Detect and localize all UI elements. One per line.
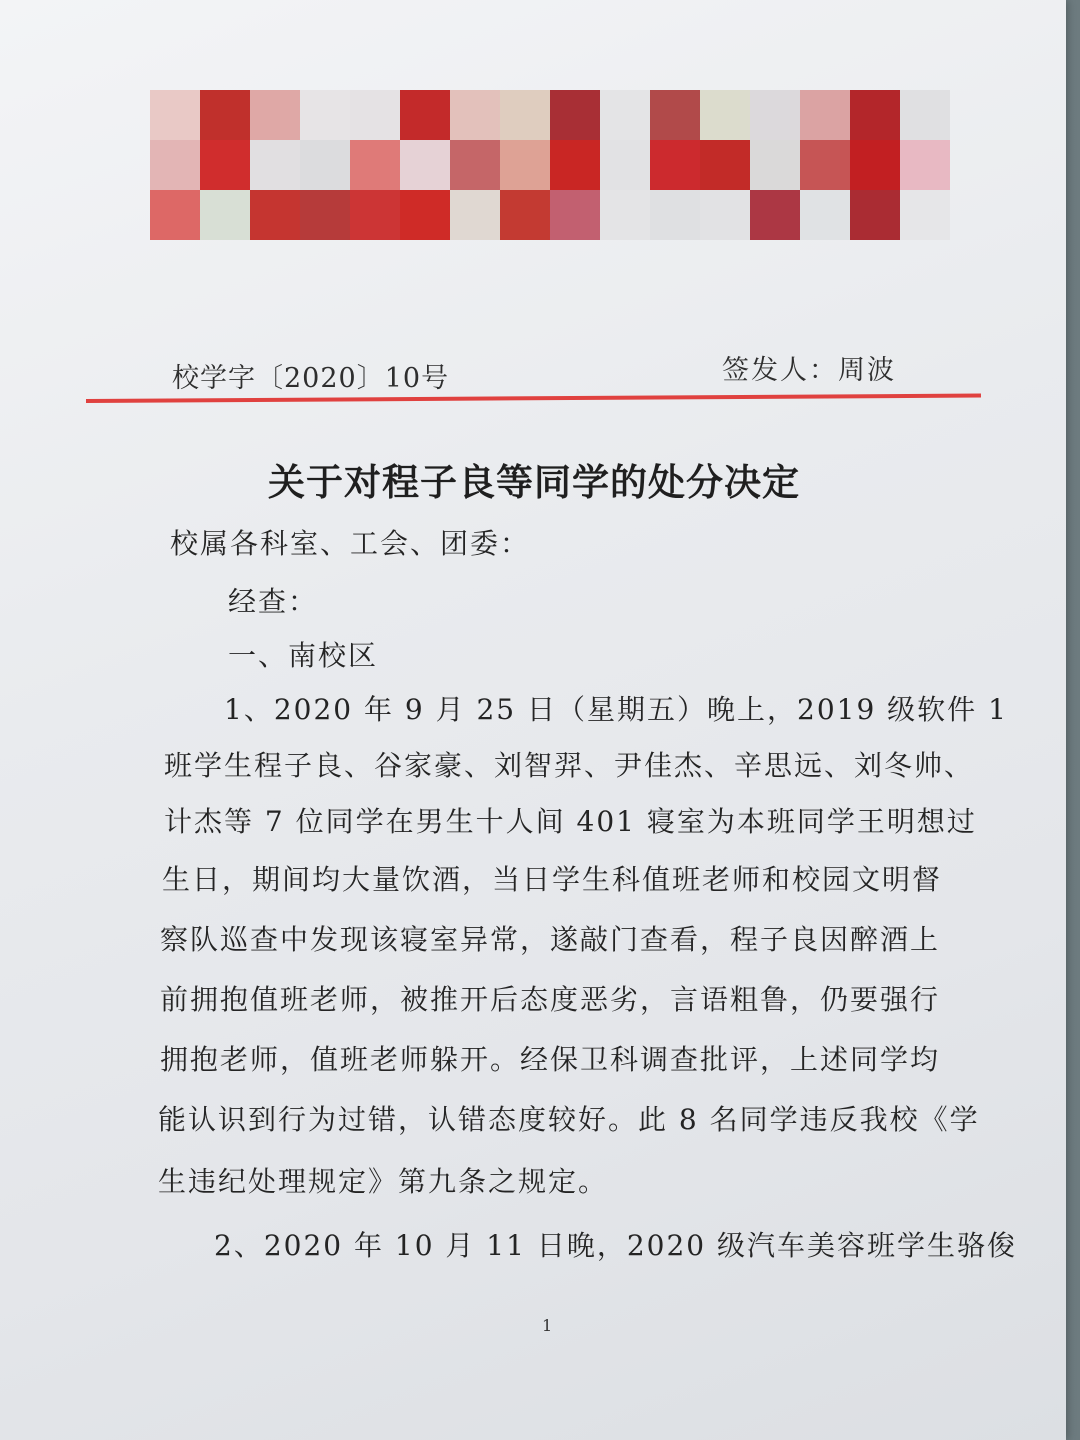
paragraph-line: 计杰等 7 位同学在男生十人间 401 寝室为本班同学王明想过 bbox=[164, 805, 977, 838]
paragraph-line: 班学生程子良、谷家豪、刘智羿、尹佳杰、辛思远、刘冬帅、 bbox=[164, 749, 975, 782]
paragraph-line: 能认识到行为过错，认错态度较好。此 8 名同学违反我校《学 bbox=[158, 1103, 980, 1136]
mosaic-cell bbox=[350, 90, 400, 140]
mosaic-cell bbox=[250, 190, 300, 240]
mosaic-cell bbox=[750, 140, 800, 190]
issuer-signature-line: 签发人：周波 bbox=[722, 355, 896, 386]
mosaic-cell bbox=[400, 90, 450, 140]
mosaic-cell bbox=[550, 190, 600, 240]
mosaic-cell bbox=[750, 90, 800, 140]
mosaic-cell bbox=[900, 190, 950, 240]
mosaic-cell bbox=[650, 190, 700, 240]
paragraph-line: 拥抱老师，值班老师躲开。经保卫科调查批评，上述同学均 bbox=[160, 1043, 941, 1076]
paragraph-line: 前拥抱值班老师，被推开后态度恶劣，言语粗鲁，仍要强行 bbox=[160, 983, 941, 1016]
mosaic-cell bbox=[350, 190, 400, 240]
mosaic-cell bbox=[400, 190, 450, 240]
pixelated-letterhead bbox=[150, 90, 950, 240]
mosaic-cell bbox=[900, 90, 950, 140]
mosaic-cell bbox=[800, 190, 850, 240]
mosaic-cell bbox=[150, 90, 200, 140]
mosaic-cell bbox=[200, 190, 250, 240]
mosaic-cell bbox=[300, 190, 350, 240]
mosaic-cell bbox=[150, 190, 200, 240]
paragraph-line: 生违纪处理规定》第九条之规定。 bbox=[158, 1165, 609, 1198]
paragraph-line: 生日，期间均大量饮酒，当日学生科值班老师和校园文明督 bbox=[162, 863, 943, 896]
page-number: 1 bbox=[542, 1316, 553, 1335]
mosaic-cell bbox=[600, 190, 650, 240]
mosaic-cell bbox=[200, 140, 250, 190]
document-title: 关于对程子良等同学的处分决定 bbox=[268, 461, 800, 504]
mosaic-cell bbox=[250, 90, 300, 140]
mosaic-cell bbox=[350, 140, 400, 190]
addressee-line: 校属各科室、工会、团委： bbox=[170, 527, 531, 560]
mosaic-cell bbox=[800, 90, 850, 140]
mosaic-cell bbox=[500, 140, 550, 190]
paragraph-line: 1、2020 年 9 月 25 日（星期五）晚上，2019 级软件 1 bbox=[224, 693, 1008, 726]
mosaic-cell bbox=[700, 140, 750, 190]
mosaic-cell bbox=[500, 190, 550, 240]
mosaic-cell bbox=[150, 140, 200, 190]
intro-line: 经查： bbox=[228, 585, 319, 618]
mosaic-cell bbox=[250, 140, 300, 190]
mosaic-cell bbox=[300, 140, 350, 190]
mosaic-cell bbox=[550, 140, 600, 190]
mosaic-cell bbox=[750, 190, 800, 240]
mosaic-cell bbox=[600, 140, 650, 190]
mosaic-cell bbox=[650, 140, 700, 190]
mosaic-cell bbox=[700, 90, 750, 140]
mosaic-cell bbox=[450, 190, 500, 240]
mosaic-cell bbox=[200, 90, 250, 140]
paragraph-line: 察队巡查中发现该寝室异常，遂敲门查看，程子良因醉酒上 bbox=[160, 923, 941, 956]
mosaic-cell bbox=[450, 90, 500, 140]
mosaic-cell bbox=[300, 90, 350, 140]
mosaic-cell bbox=[700, 190, 750, 240]
mosaic-cell bbox=[900, 140, 950, 190]
mosaic-cell bbox=[450, 140, 500, 190]
mosaic-cell bbox=[400, 140, 450, 190]
paragraph-line: 2、2020 年 10 月 11 日晚，2020 级汽车美容班学生骆俊 bbox=[214, 1229, 1017, 1262]
mosaic-cell bbox=[550, 90, 600, 140]
mosaic-cell bbox=[500, 90, 550, 140]
mosaic-cell bbox=[850, 190, 900, 240]
document-reference-number: 校学字〔2020〕10号 bbox=[172, 363, 450, 394]
mosaic-cell bbox=[850, 90, 900, 140]
mosaic-cell bbox=[600, 90, 650, 140]
mosaic-cell bbox=[850, 140, 900, 190]
mosaic-cell bbox=[650, 90, 700, 140]
mosaic-cell bbox=[800, 140, 850, 190]
section-heading: 一、南校区 bbox=[228, 639, 379, 672]
